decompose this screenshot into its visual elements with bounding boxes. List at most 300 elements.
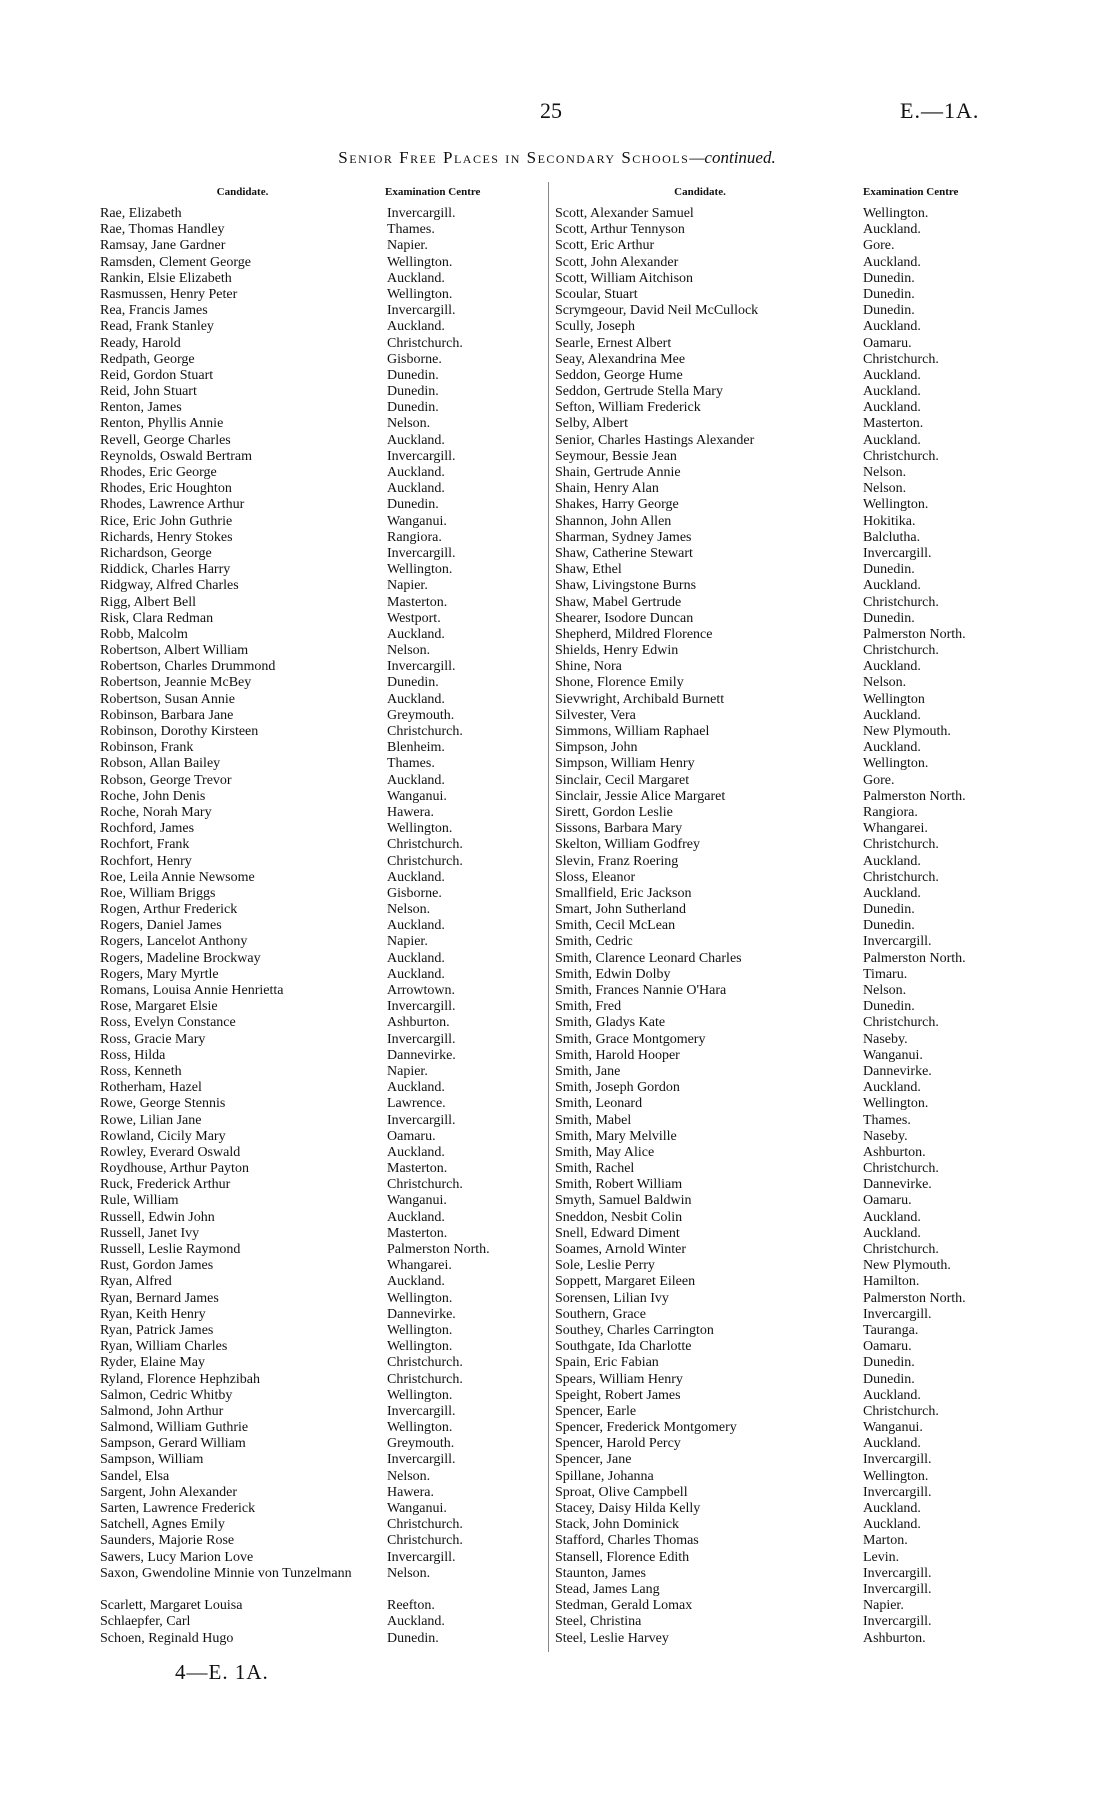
candidate-name: Sievwright, Archibald Burnett	[555, 691, 725, 707]
examination-centre: Christchurch.	[387, 335, 463, 351]
candidate-name: Sampson, Gerard William	[100, 1436, 246, 1452]
examination-centre: Timaru.	[863, 966, 908, 982]
examination-centre: Tauranga.	[863, 1322, 919, 1338]
candidate-name: Ross, Gracie Mary	[100, 1031, 206, 1047]
candidate-name: Revell, George Charles	[100, 432, 231, 448]
list-item	[100, 870, 535, 886]
examination-centre: Dunedin.	[387, 367, 439, 383]
candidate-name: Richardson, George	[100, 545, 212, 561]
list-item	[100, 530, 535, 546]
list-item	[555, 1145, 1005, 1161]
examination-centre: Naseby.	[863, 1031, 908, 1047]
examination-centre: Napier.	[863, 1598, 904, 1614]
examination-centre: Auckland.	[863, 222, 921, 238]
candidate-name: Richards, Henry Stokes	[100, 529, 233, 545]
list-item	[100, 1064, 535, 1080]
examination-centre: Auckland.	[863, 432, 921, 448]
list-item	[555, 222, 1005, 238]
candidate-name: Robb, Malcolm	[100, 626, 188, 642]
list-item	[555, 1598, 1005, 1614]
list-item	[100, 1533, 535, 1549]
examination-centre: Whangarei.	[863, 821, 928, 837]
examination-centre: Napier.	[387, 238, 428, 254]
examination-centre: Dunedin.	[863, 999, 915, 1015]
candidate-name: Ryan, Keith Henry	[100, 1306, 206, 1322]
list-item	[555, 1048, 1005, 1064]
examination-centre: Wanganui.	[387, 1501, 447, 1516]
candidate-name: Sandel, Elsa	[100, 1468, 170, 1484]
list-item	[555, 967, 1005, 983]
candidate-name: Rogers, Lancelot Anthony	[100, 934, 248, 950]
candidate-name: Southern, Grace	[555, 1306, 646, 1322]
candidate-name: Rotherham, Hazel	[100, 1080, 202, 1096]
candidate-name: Smith, May Alice	[555, 1144, 655, 1160]
list-item	[555, 983, 1005, 999]
examination-centre: Dunedin.	[863, 270, 915, 286]
candidate-name: Shearer, Isodore Duncan	[555, 610, 694, 626]
list-item	[555, 1582, 1005, 1598]
list-item	[100, 724, 535, 740]
candidate-name: Stedman, Gerald Lomax	[555, 1598, 693, 1614]
examination-centre: Palmerston North.	[863, 1290, 966, 1306]
list-item	[555, 756, 1005, 772]
list-item	[555, 870, 1005, 886]
examination-centre: Greymouth.	[387, 707, 455, 723]
examination-centre: Invercargill.	[387, 1403, 456, 1419]
candidate-name: Rice, Eric John Guthrie	[100, 513, 233, 529]
list-item	[100, 1339, 535, 1355]
list-item	[100, 255, 535, 271]
examination-centre: Auckland.	[863, 578, 921, 594]
candidate-name: Simpson, William Henry	[555, 756, 695, 772]
examination-centre: Dannevirke.	[387, 1047, 456, 1063]
candidate-name: Skelton, William Godfrey	[555, 837, 700, 853]
examination-centre: Wellington.	[863, 1468, 929, 1484]
list-item	[555, 1015, 1005, 1031]
candidate-name: Smith, Cecil McLean	[555, 918, 676, 934]
list-item	[555, 238, 1005, 254]
candidate-name: Smith, Frances Nannie O'Hara	[555, 983, 727, 998]
examination-centre: Auckland.	[387, 1144, 445, 1160]
list-item	[100, 352, 535, 368]
candidate-name: Smith, Grace Montgomery	[555, 1031, 706, 1047]
candidate-name: Rogers, Mary Myrtle	[100, 966, 219, 982]
list-item	[100, 562, 535, 578]
candidate-name: Shaw, Ethel	[555, 562, 622, 578]
examination-centre: Reefton.	[387, 1598, 435, 1614]
candidate-name: Rule, William	[100, 1193, 179, 1209]
examination-centre: Wellington.	[863, 206, 929, 221]
list-item	[555, 934, 1005, 950]
candidate-name: Russell, Janet Ivy	[100, 1225, 200, 1241]
examination-centre: Auckland.	[387, 626, 445, 642]
list-item	[555, 303, 1005, 319]
examination-centre: Dunedin.	[863, 1355, 915, 1371]
examination-centre: Gore.	[863, 772, 895, 788]
candidate-name: Sharman, Sydney James	[555, 529, 692, 545]
list-item	[555, 1323, 1005, 1339]
candidate-name: Ross, Evelyn Constance	[100, 1015, 236, 1031]
candidate-name: Roche, John Denis	[100, 788, 206, 804]
list-item	[555, 1177, 1005, 1193]
list-item	[100, 837, 535, 853]
candidate-name: Shaw, Mabel Gertrude	[555, 594, 682, 610]
list-item	[100, 303, 535, 319]
examination-centre: Palmerston North.	[863, 788, 966, 804]
list-item	[100, 1129, 535, 1145]
list-item	[555, 384, 1005, 400]
examination-centre: Auckland.	[387, 691, 445, 707]
examination-centre: Hawera.	[387, 804, 435, 820]
examination-centre: Christchurch.	[387, 1371, 463, 1387]
candidate-name: Ryland, Florence Hephzibah	[100, 1371, 261, 1387]
examination-centre: Auckland.	[863, 885, 921, 901]
examination-centre: Napier.	[387, 934, 428, 950]
list-item	[555, 433, 1005, 449]
list-item	[555, 902, 1005, 918]
examination-centre: Dunedin.	[863, 286, 915, 302]
candidate-name: Rowe, George Stennis	[100, 1096, 226, 1112]
list-item	[555, 643, 1005, 659]
candidate-name: Staunton, James	[555, 1565, 646, 1581]
candidate-name: Seymour, Bessie Jean	[555, 448, 677, 464]
report-reference: E.—1A.	[900, 98, 980, 123]
examination-centre: Dannevirke.	[863, 1063, 932, 1079]
candidate-name: Rasmussen, Henry Peter	[100, 286, 238, 302]
examination-centre: Wellington.	[863, 756, 929, 772]
candidate-name: Shone, Florence Emily	[555, 675, 684, 691]
candidate-name: Scott, Alexander Samuel	[555, 206, 694, 221]
list-item	[555, 578, 1005, 594]
candidate-name: Robertson, Susan Annie	[100, 691, 235, 707]
examination-centre: Christchurch.	[387, 837, 463, 853]
left-column-header	[100, 178, 535, 198]
candidate-name: Southey, Charles Carrington	[555, 1322, 714, 1338]
examination-centre: New Plymouth.	[863, 1258, 951, 1274]
candidate-name: Rae, Thomas Handley	[100, 222, 225, 238]
list-item	[555, 546, 1005, 562]
examination-centre: Gore.	[863, 238, 895, 254]
candidate-name: Rea, Francis James	[100, 303, 208, 319]
examination-centre: Auckland.	[387, 869, 445, 885]
list-item	[555, 1550, 1005, 1566]
list-item	[555, 1258, 1005, 1274]
candidate-name: Simpson, John	[555, 740, 638, 756]
examination-centre: Auckland.	[863, 1387, 921, 1403]
list-item	[100, 1452, 535, 1468]
candidate-name: Salmond, John Arthur	[100, 1403, 224, 1419]
list-item	[100, 400, 535, 416]
examination-centre: Oamaru.	[863, 1339, 912, 1355]
examination-centre: Wellington.	[387, 1387, 453, 1403]
examination-centre: Hamilton.	[863, 1274, 920, 1290]
candidate-name: Scrymgeour, David Neil McCullock	[555, 303, 759, 319]
examination-centre: Auckland.	[387, 319, 445, 335]
candidate-name: Renton, James	[100, 400, 182, 416]
examination-centre: Dunedin.	[863, 1371, 915, 1387]
list-item	[100, 1307, 535, 1323]
candidate-header: Candidate.	[216, 186, 269, 198]
candidate-name: Seddon, George Hume	[555, 367, 683, 383]
list-item	[555, 999, 1005, 1015]
examination-centre: Nelson.	[387, 1565, 431, 1581]
examination-centre: Dunedin.	[387, 384, 439, 400]
list-item	[100, 611, 535, 627]
candidate-name: Senior, Charles Hastings Alexander	[555, 432, 755, 448]
list-item	[100, 271, 535, 287]
list-item	[100, 1388, 535, 1404]
list-item	[555, 951, 1005, 967]
candidate-name: Ryan, Patrick James	[100, 1322, 214, 1338]
list-item	[555, 789, 1005, 805]
candidate-name: Smith, Clarence Leonard Charles	[555, 950, 742, 966]
list-item	[555, 918, 1005, 934]
examination-centre: Christchurch.	[387, 1533, 463, 1549]
examination-centre: Invercargill.	[387, 303, 456, 319]
examination-centre: Christchurch.	[863, 448, 939, 464]
list-item	[100, 481, 535, 497]
list-item	[100, 983, 535, 999]
list-item	[100, 1080, 535, 1096]
candidate-name: Sole, Leslie Perry	[555, 1258, 655, 1274]
examination-centre: Auckland.	[863, 1517, 921, 1533]
examination-centre: Invercargill.	[863, 934, 932, 950]
candidate-name: Shaw, Catherine Stewart	[555, 545, 693, 561]
examination-centre: Dunedin.	[863, 610, 915, 626]
list-item	[555, 255, 1005, 271]
candidate-name: Silvester, Vera	[555, 707, 636, 723]
candidate-name: Smith, Jane	[555, 1063, 621, 1079]
examination-centre: Christchurch.	[863, 1242, 939, 1257]
list-item	[100, 692, 535, 708]
list-item	[100, 1566, 535, 1598]
candidate-name: Reynolds, Oswald Bertram	[100, 448, 253, 464]
examination-centre: Invercargill.	[863, 1614, 932, 1630]
list-item	[555, 595, 1005, 611]
candidate-name: Ramsden, Clement George	[100, 254, 251, 270]
centre-header: Examination Centre	[385, 186, 481, 198]
examination-centre: Auckland.	[387, 1614, 445, 1630]
candidate-name: Read, Frank Stanley	[100, 319, 214, 335]
list-item	[555, 1064, 1005, 1080]
examination-centre: Christchurch.	[387, 1517, 463, 1533]
list-item	[100, 1355, 535, 1371]
examination-centre: Palmerston North.	[863, 626, 966, 642]
list-item	[100, 578, 535, 594]
examination-centre: Auckland.	[863, 1080, 921, 1096]
candidate-name: Spillane, Johanna	[555, 1468, 654, 1484]
examination-centre: Wellington	[863, 691, 925, 707]
candidate-name: Ross, Kenneth	[100, 1063, 182, 1079]
candidate-name: Scott, William Aitchison	[555, 270, 694, 286]
list-item	[555, 611, 1005, 627]
examination-centre: Auckland.	[387, 432, 445, 448]
candidate-name: Smith, Cedric	[555, 934, 633, 950]
list-item	[100, 1485, 535, 1501]
examination-centre: Wellington.	[387, 1339, 453, 1355]
examination-centre: Dunedin.	[863, 303, 915, 319]
examination-centre: Naseby.	[863, 1128, 908, 1144]
candidate-name: Sorensen, Lilian Ivy	[555, 1290, 669, 1306]
examination-centre: Rangiora.	[863, 804, 918, 820]
list-item	[100, 465, 535, 481]
list-item	[555, 1501, 1005, 1517]
examination-centre: Christchurch.	[863, 1015, 939, 1031]
list-item	[555, 1096, 1005, 1112]
candidate-name: Satchell, Agnes Emily	[100, 1517, 225, 1533]
list-item	[100, 319, 535, 335]
examination-centre: Auckland.	[387, 1080, 445, 1096]
list-item	[100, 206, 535, 222]
list-item	[100, 805, 535, 821]
list-item	[100, 1177, 535, 1193]
examination-centre: Rangiora.	[387, 529, 442, 545]
list-item	[555, 854, 1005, 870]
candidate-name: Ryder, Elaine May	[100, 1355, 206, 1371]
examination-centre: Auckland.	[387, 950, 445, 966]
candidate-name: Sinclair, Jessie Alice Margaret	[555, 788, 726, 804]
examination-centre: Palmerston North.	[387, 1242, 490, 1257]
list-item	[555, 1307, 1005, 1323]
list-item	[100, 1242, 535, 1258]
list-item	[100, 1113, 535, 1129]
candidate-name: Sirett, Gordon Leslie	[555, 804, 673, 820]
candidate-name: Spencer, Earle	[555, 1403, 637, 1419]
candidate-name: Robson, Allan Bailey	[100, 756, 221, 772]
candidate-name: Russell, Edwin John	[100, 1209, 215, 1225]
candidate-header: Candidate.	[674, 186, 726, 198]
candidate-name: Redpath, George	[100, 351, 195, 367]
examination-centre: Napier.	[387, 1063, 428, 1079]
candidate-name: Smith, Gladys Kate	[555, 1015, 666, 1031]
candidate-name: Robertson, Jeannie McBey	[100, 675, 252, 691]
list-item	[100, 675, 535, 691]
examination-centre: Christchurch.	[387, 1355, 463, 1371]
candidate-name: Romans, Louisa Annie Henrietta	[100, 983, 284, 998]
candidate-name: Rowe, Lilian Jane	[100, 1112, 202, 1128]
examination-centre: Auckland.	[863, 659, 921, 675]
examination-centre: Auckland.	[863, 367, 921, 383]
examination-centre: Auckland.	[387, 966, 445, 982]
examination-centre: Wanganui.	[387, 1193, 447, 1209]
list-item	[555, 497, 1005, 513]
examination-centre: Auckland.	[863, 254, 921, 270]
candidate-name: Rigg, Albert Bell	[100, 594, 197, 610]
candidate-name: Selby, Albert	[555, 416, 628, 432]
list-item	[555, 1355, 1005, 1371]
examination-centre: Invercargill.	[863, 1565, 932, 1581]
list-item	[555, 481, 1005, 497]
list-item	[555, 287, 1005, 303]
list-item	[100, 951, 535, 967]
candidate-name: Scott, Eric Arthur	[555, 238, 655, 254]
column-divider	[548, 182, 549, 1652]
list-item	[555, 368, 1005, 384]
list-item	[100, 368, 535, 384]
candidate-name: Shain, Gertrude Annie	[555, 465, 681, 480]
list-item	[555, 1339, 1005, 1355]
examination-centre: Blenheim.	[387, 740, 445, 756]
candidate-name: Roche, Norah Mary	[100, 804, 212, 820]
list-item	[100, 918, 535, 934]
list-item	[100, 1096, 535, 1112]
examination-centre: Masterton.	[387, 1225, 448, 1241]
candidate-name: Scott, Arthur Tennyson	[555, 222, 685, 238]
examination-centre: Auckland.	[387, 1274, 445, 1290]
candidate-name: Robertson, Albert William	[100, 643, 249, 659]
candidate-name: Smyth, Samuel Baldwin	[555, 1193, 692, 1209]
candidate-name: Shields, Henry Edwin	[555, 643, 679, 659]
examination-centre: Invercargill.	[863, 1452, 932, 1468]
list-item	[100, 238, 535, 254]
examination-centre: Dunedin.	[863, 562, 915, 578]
candidate-name: Ryan, Alfred	[100, 1274, 172, 1290]
examination-centre: Wanganui.	[387, 513, 447, 529]
candidate-name: Smith, Fred	[555, 999, 622, 1015]
list-item	[555, 352, 1005, 368]
examination-centre: Wellington.	[387, 286, 453, 302]
candidate-name: Rose, Margaret Elsie	[100, 999, 218, 1015]
candidate-name: Snell, Edward Diment	[555, 1225, 680, 1241]
candidate-name: Reid, John Stuart	[100, 384, 197, 400]
examination-centre: Auckland.	[387, 465, 445, 480]
candidate-name: Reid, Gordon Stuart	[100, 367, 214, 383]
examination-centre: Auckland.	[863, 1209, 921, 1225]
examination-centre: Auckland.	[863, 384, 921, 400]
list-item	[555, 271, 1005, 287]
examination-centre: Invercargill.	[387, 206, 456, 221]
examination-centre: Auckland.	[863, 1225, 921, 1241]
right-column	[555, 178, 1005, 1647]
list-item	[555, 562, 1005, 578]
examination-centre: Auckland.	[863, 707, 921, 723]
examination-centre: Nelson.	[387, 416, 431, 432]
candidate-name: Southgate, Ida Charlotte	[555, 1339, 692, 1355]
examination-centre: Christchurch.	[863, 837, 939, 853]
examination-centre: Ashburton.	[863, 1144, 926, 1160]
candidate-name: Robertson, Charles Drummond	[100, 659, 276, 675]
examination-centre: Ashburton.	[387, 1015, 450, 1031]
candidate-name: Sawers, Lucy Marion Love	[100, 1549, 254, 1565]
candidate-name: Stead, James Lang	[555, 1581, 660, 1597]
examination-centre: Auckland.	[863, 400, 921, 416]
list-item	[555, 740, 1005, 756]
list-item	[555, 1210, 1005, 1226]
candidate-name: Rae, Elizabeth	[100, 206, 182, 221]
candidate-name: Robinson, Frank	[100, 740, 194, 756]
candidate-name: Smart, John Sutherland	[555, 902, 687, 918]
list-item	[100, 1048, 535, 1064]
candidate-name: Scoular, Stuart	[555, 286, 638, 302]
list-item	[555, 724, 1005, 740]
examination-centre: Oamaru.	[863, 335, 912, 351]
examination-centre: Thames.	[863, 1112, 911, 1128]
examination-centre: Auckland.	[387, 1209, 445, 1225]
candidate-name: Sampson, William	[100, 1452, 204, 1468]
examination-centre: Wanganui.	[387, 788, 447, 804]
list-item	[100, 934, 535, 950]
candidate-name: Riddick, Charles Harry	[100, 562, 231, 578]
candidate-name: Smith, Edwin Dolby	[555, 966, 671, 982]
candidate-name: Spears, William Henry	[555, 1371, 683, 1387]
examination-centre: Invercargill.	[387, 545, 456, 561]
examination-centre: Auckland.	[863, 740, 921, 756]
examination-centre: Wanganui.	[863, 1420, 923, 1436]
list-item	[555, 1113, 1005, 1129]
list-item	[555, 708, 1005, 724]
candidate-name: Rogers, Madeline Brockway	[100, 950, 261, 966]
candidate-name: Rochford, James	[100, 821, 195, 837]
